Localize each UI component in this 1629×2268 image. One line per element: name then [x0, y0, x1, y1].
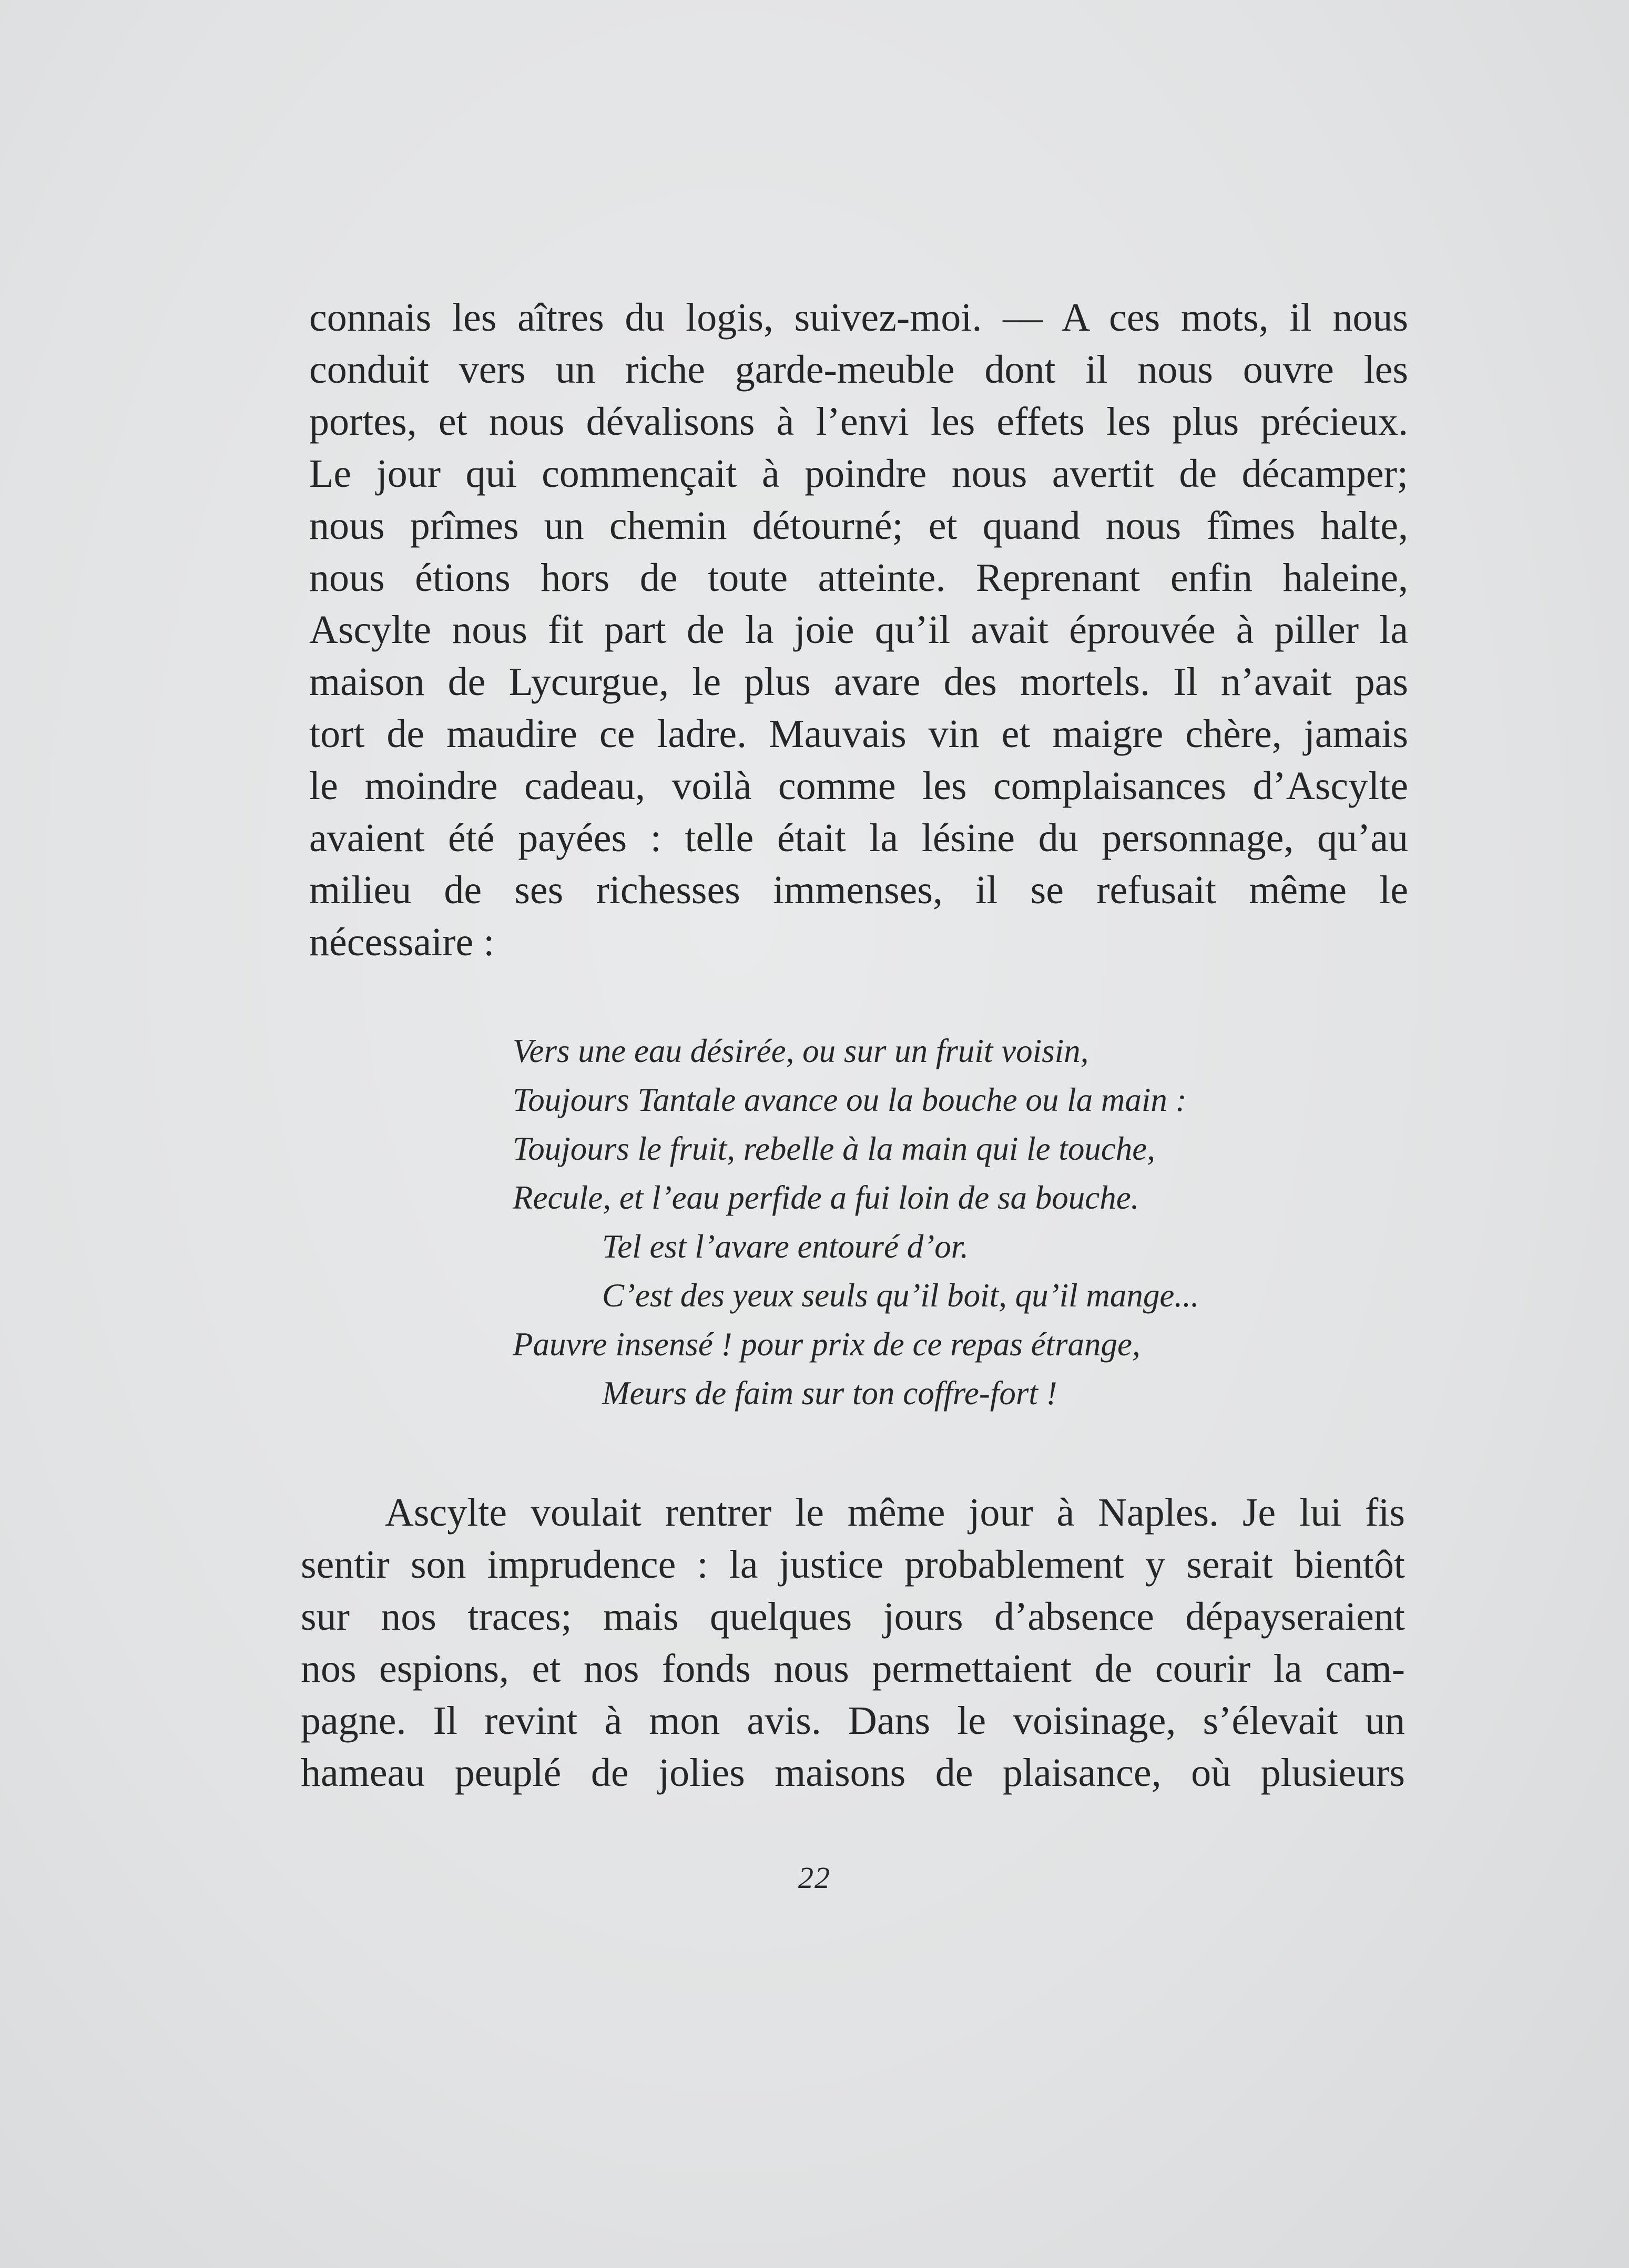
text-line: Le jour qui commençait à poindre nous avertit de décamper; — [309, 452, 1408, 496]
verse-line: C’est des yeux seuls qu’il boit, qu’il mange... — [602, 1277, 1199, 1314]
text-line: conduit vers un riche garde-meuble dont il nous ouvre les — [309, 348, 1408, 392]
text-line: Ascylte voulait rentrer le même jour à Naples. Je lui fis — [385, 1490, 1405, 1535]
verse-line: Toujours le fruit, rebelle à la main qui le touche, — [513, 1130, 1156, 1167]
text-line: nous étions hors de toute atteinte. Reprenant enfin haleine, — [309, 556, 1408, 600]
paragraph-1 — [309, 292, 1408, 968]
text-line: nécessaire : — [309, 920, 495, 964]
text-line: avaient été payées : telle était la lésine du personnage, qu’au — [309, 816, 1408, 860]
text-line: nous prîmes un chemin détourné; et quand nous fîmes halte, — [309, 504, 1408, 548]
text-line: maison de Lycurgue, le plus avare des mortels. Il n’avait pas — [309, 660, 1408, 704]
text-line: connais les aîtres du logis, suivez-moi. — A ces mots, il nous — [309, 295, 1408, 340]
verse-line: Pauvre insensé ! pour prix de ce repas étrange, — [513, 1326, 1141, 1363]
text-line: tort de maudire ce ladre. Mauvais vin et maigre chère, jamais — [309, 712, 1408, 756]
verse-line: Vers une eau désirée, ou sur un fruit voisin, — [513, 1033, 1089, 1069]
verse-block — [513, 1027, 1199, 1418]
text-line: portes, et nous dévalisons à l’envi les effets les plus précieux. — [309, 400, 1408, 444]
verse-line: Recule, et l’eau perfide a fui loin de sa bouche. — [513, 1179, 1139, 1216]
page-number: 22 — [798, 1861, 831, 1895]
verse-line: Meurs de faim sur ton coffre-fort ! — [602, 1375, 1057, 1412]
text-line: milieu de ses richesses immenses, il se refusait même le — [309, 868, 1408, 912]
text-line: sur nos traces; mais quelques jours d’absence dépayseraient — [301, 1595, 1405, 1639]
text-line: Ascylte nous fit part de la joie qu’il avait éprouvée à piller la — [309, 608, 1408, 652]
text-line: sentir son imprudence : la justice probablement y serait bientôt — [301, 1542, 1405, 1587]
text-line: nos espions, et nos fonds nous permettaient de courir la cam- — [301, 1647, 1405, 1691]
verse-line: Toujours Tantale avance ou la bouche ou la main : — [513, 1081, 1187, 1118]
text-line: le moindre cadeau, voilà comme les complaisances d’Ascylte — [309, 764, 1408, 808]
text-line: pagne. Il revint à mon avis. Dans le voisinage, s’élevait un — [301, 1699, 1405, 1743]
paragraph-2 — [301, 1487, 1405, 1799]
verse-line: Tel est l’avare entouré d’or. — [602, 1228, 969, 1265]
text-line: hameau peuplé de jolies maisons de plaisance, où plusieurs — [301, 1751, 1405, 1795]
